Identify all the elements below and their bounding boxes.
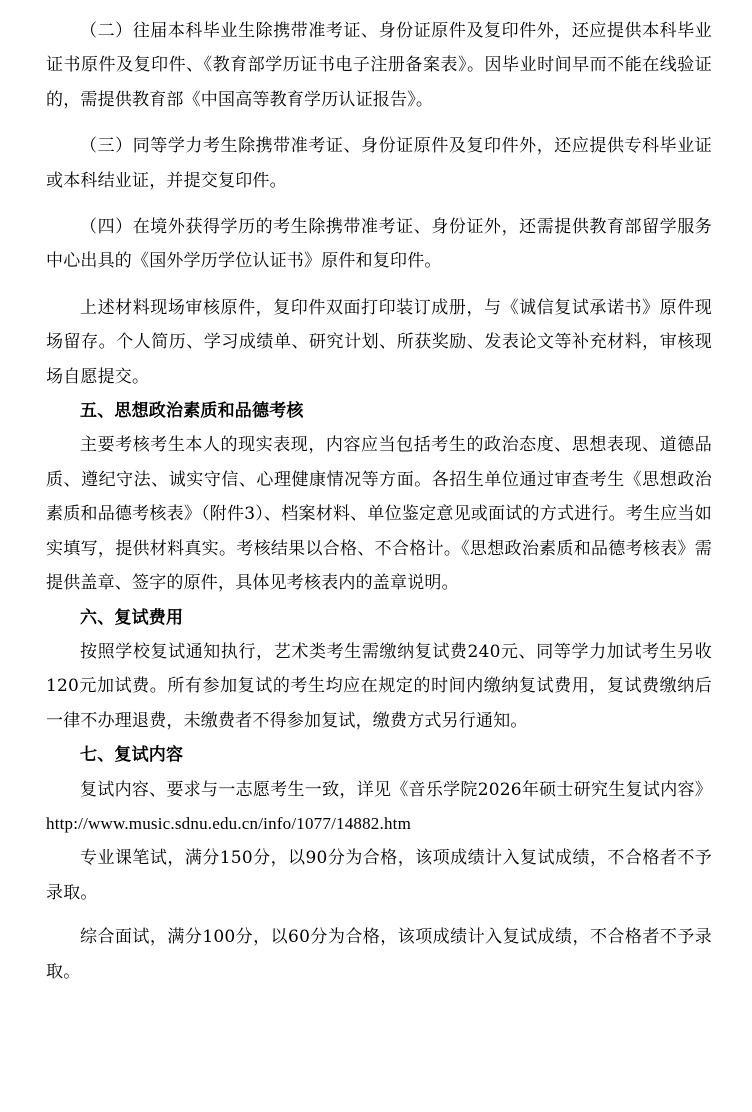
paragraph-equivalent-education: （三）同等学力考生除携带准考证、身份证原件及复印件外，还应提供专科毕业证或本科结业证，并提交复印件。 [46, 136, 712, 191]
retest-content-text: 复试内容、要求与一志愿考生一致，详见《音乐学院2026年硕士研究生复试内容》 [80, 779, 712, 800]
paragraph-written-exam: 专业课笔试，满分150分，以90分为合格，该项成绩计入复试成绩，不合格者不予录取。 [46, 848, 712, 903]
section-heading-retest-fee: 六、复试费用 [80, 607, 184, 628]
document-page [46, 14, 712, 989]
section-heading-political-assessment: 五、思想政治素质和品德考核 [80, 401, 304, 422]
retest-content-url[interactable]: http://www.music.sdnu.edu.cn/info/1077/14882.htm [46, 813, 412, 833]
paragraph-interview: 综合面试，满分100分，以60分为合格，该项成绩计入复试成绩，不合格者不予录取。 [46, 927, 712, 982]
paragraph-material-review: 上述材料现场审核原件，复印件双面打印装订成册，与《诚信复试承诺书》原件现场留存。个人简历、学习成绩单、研究计划、所获奖励、发表论文等补充材料，审核现场自愿提交。 [46, 297, 712, 387]
paragraph-retest-content [46, 773, 712, 842]
section-heading-retest-content: 七、复试内容 [80, 745, 184, 766]
paragraph-political-assessment: 主要考核考生本人的现实表现，内容应当包括考生的政治态度、思想表现、道德品质、遵纪守法、诚实守信、心理健康情况等方面。各招生单位通过审查考生《思想政治素质和品德考核表》（附件3）、档案材料、单位鉴定意见或面试的方式进行。考生应当如实填写，提供材料真实。考核结果以合格、不合格计。《思想政治素质和品德考核表》需提供盖章、签字的原件，具体见考核表内的盖章说明。 [46, 435, 712, 594]
paragraph-graduates-previous: （二）往届本科毕业生除携带准考证、身份证原件及复印件外，还应提供本科毕业证书原件及复印件、《教育部学历证书电子注册备案表》。因毕业时间早而不能在线验证的，需提供教育部《中国高等教育学历认证报告》。 [46, 21, 712, 110]
paragraph-retest-fee: 按照学校复试通知执行，艺术类考生需缴纳复试费240元、同等学力加试考生另收120元加试费。所有参加复试的考生均应在规定的时间内缴纳复试费用，复试费缴纳后一律不办理退费，未缴费者不得参加复试，缴费方式另行通知。 [46, 641, 712, 731]
paragraph-overseas-degree: （四）在境外获得学历的考生除携带准考证、身份证外，还需提供教育部留学服务中心出具的《国外学历学位认证书》原件和复印件。 [46, 217, 712, 272]
